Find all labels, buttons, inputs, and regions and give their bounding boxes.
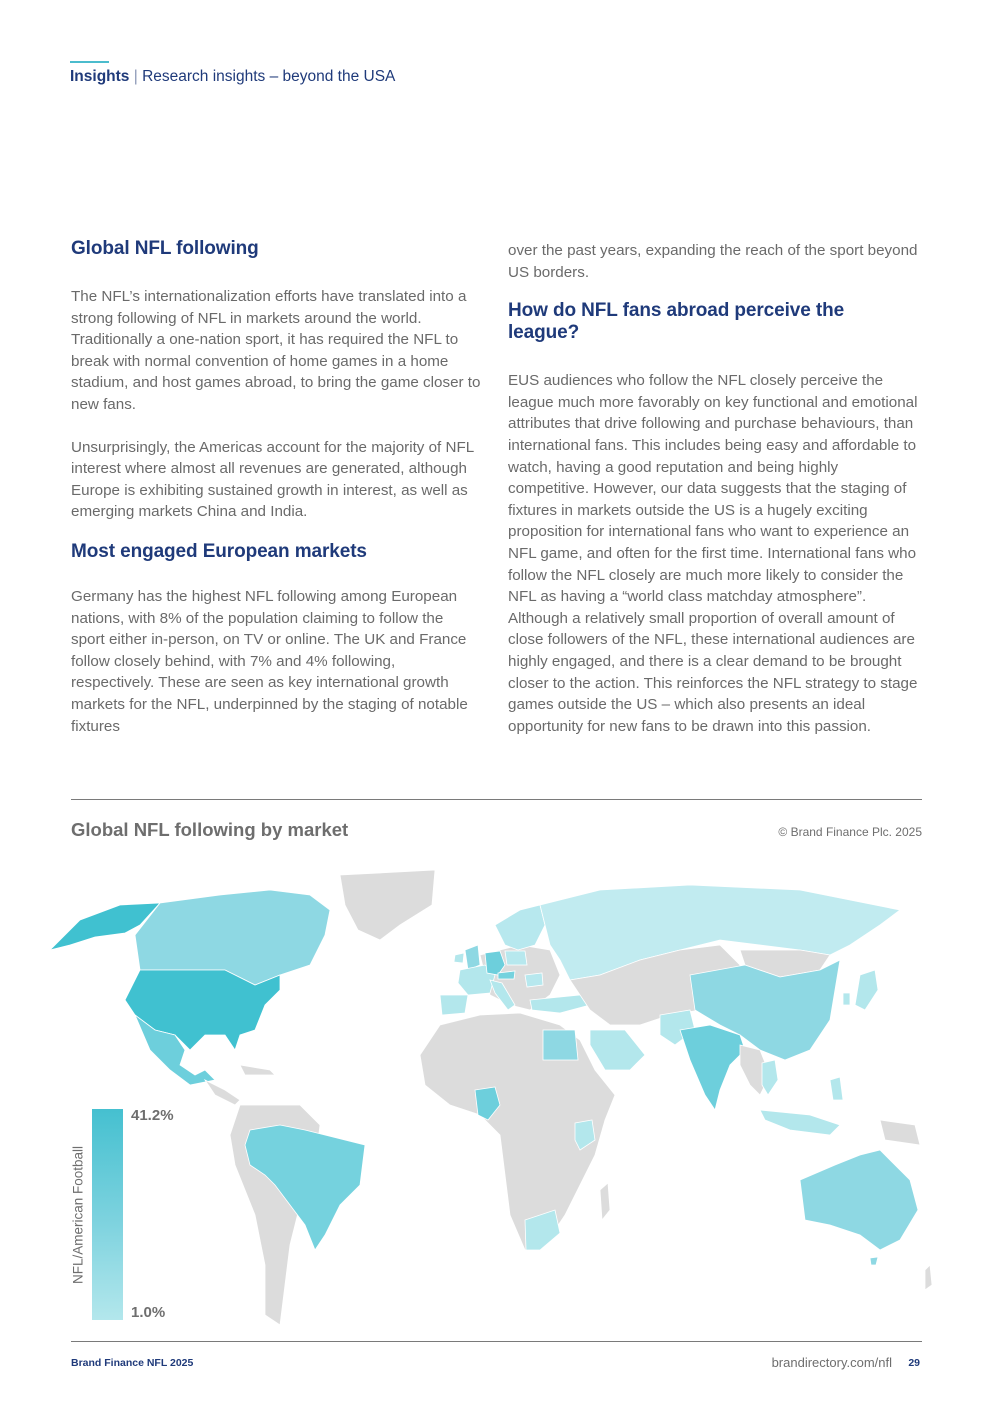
world-map bbox=[40, 865, 932, 1335]
country-new-zealand bbox=[925, 1265, 932, 1290]
paragraph-fans-abroad: EUS audiences who follow the NFL closely perceive the league much more favorably on key functional and emotional attributes that drive following and purchase behaviours, than international fans. This includes being easy and affordable to watch, having a good reputation and being highly competitive. However, our data suggests that the staging of fixtures in markets outside the US is a hugely exciting proposition for international fans who want to experience an NFL game, and often for the first time. International fans who follow the NFL closely are much more likely to consider the NFL as having a “world class matchday atmosphere”. Although a relatively small proportion of overall amount of close followers of the NFL, these international audiences are highly engaged, and there is a clear demand to be brought closer to the action. This reinforces the NFL strategy to stage games outside the US – which also presents an ideal opportunity for new fans to be drawn into this passion. bbox=[508, 372, 918, 735]
country-indonesia bbox=[760, 1110, 840, 1135]
country-romania bbox=[525, 973, 543, 987]
country-madagascar bbox=[600, 1183, 610, 1220]
breadcrumb bbox=[70, 68, 395, 86]
region-caribbean bbox=[240, 1065, 275, 1075]
country-greenland bbox=[340, 870, 435, 940]
country-tasmania bbox=[870, 1257, 878, 1265]
country-philippines bbox=[830, 1077, 843, 1100]
legend-min-label: 1.0% bbox=[131, 1304, 166, 1321]
country-japan bbox=[855, 970, 878, 1010]
paragraph-americas: Unsurprisingly, the Americas account for the majority of NFL interest where almost all revenues are generated, although Europe is exhibiting sustained growth in interest, as well as emerging markets China and India. bbox=[71, 438, 474, 521]
region-papua bbox=[880, 1120, 920, 1145]
country-australia bbox=[800, 1150, 918, 1250]
country-saudi-arabia bbox=[590, 1030, 645, 1070]
paragraph-continuation: over the past years, expanding the reach of the sport beyond US borders. bbox=[508, 242, 918, 281]
legend-max-label: 41.2% bbox=[131, 1107, 174, 1124]
figure-title: Global NFL following by market bbox=[71, 819, 349, 840]
breadcrumb-section: Insights bbox=[70, 68, 130, 85]
legend-color-scale bbox=[92, 1109, 123, 1320]
region-central-america bbox=[205, 1080, 240, 1105]
left-column bbox=[71, 238, 481, 737]
footer-url-link[interactable]: brandirectory.com/nfl bbox=[771, 1355, 892, 1370]
header-accent-bar bbox=[70, 61, 109, 63]
heading-fans-abroad: How do NFL fans abroad perceive the league? bbox=[508, 300, 845, 344]
footer-divider bbox=[71, 1341, 922, 1342]
heading-global-nfl-following: Global NFL following bbox=[71, 238, 259, 259]
country-ireland bbox=[454, 953, 464, 963]
breadcrumb-subtitle: Research insights – beyond the USA bbox=[142, 68, 396, 85]
legend-title: NFL/American Football bbox=[70, 1145, 86, 1285]
heading-european-markets: Most engaged European markets bbox=[71, 540, 367, 562]
region-scandinavia bbox=[495, 905, 545, 950]
paragraph-internationalization: The NFL’s internationalization efforts have translated into a strong following of NFL in markets around the world. Traditionally a one-nation sport, it has required the NFL to break with normal convention of home games in a home stadium, and host games abroad, to bring the game closer to new fans. bbox=[71, 288, 481, 413]
country-poland bbox=[505, 951, 527, 965]
country-egypt bbox=[543, 1030, 578, 1060]
country-india bbox=[680, 1025, 745, 1110]
right-column bbox=[508, 240, 918, 737]
country-spain bbox=[440, 995, 468, 1015]
footer-publication: Brand Finance NFL 2025 bbox=[71, 1357, 194, 1369]
figure-top-divider bbox=[71, 799, 922, 800]
figure-copyright: © Brand Finance Plc. 2025 bbox=[778, 825, 922, 839]
paragraph-germany: Germany has the highest NFL following among European nations, with 8% of the population claiming to follow the sport either in-person, on TV or online. The UK and France follow closely behind, with 7% and 4% following, respectively. These are seen as key international growth markets for the NFL, underpinned by the staging of notable fixtures bbox=[71, 587, 468, 735]
country-thailand bbox=[762, 1060, 778, 1095]
footer-page-number: 29 bbox=[908, 1357, 920, 1369]
breadcrumb-separator: | bbox=[133, 68, 138, 85]
country-south-korea bbox=[843, 993, 850, 1005]
